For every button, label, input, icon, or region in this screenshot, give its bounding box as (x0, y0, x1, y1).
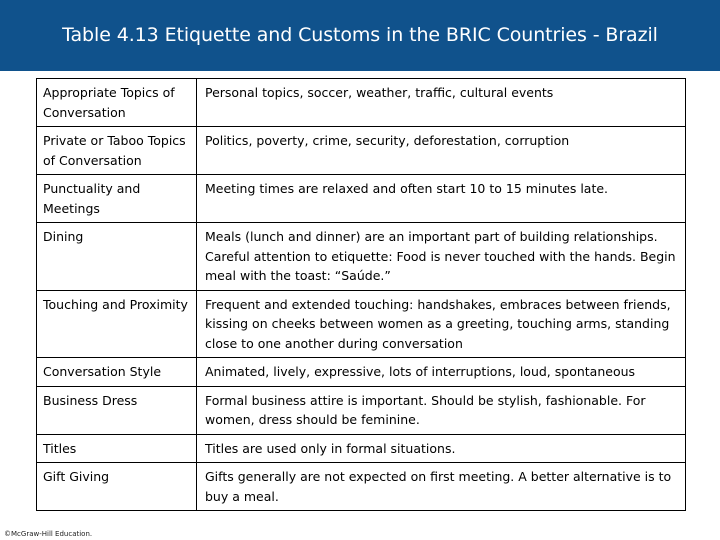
table-row (37, 463, 686, 511)
row-detail: Animated, lively, expressive, lots of interruptions, loud, spontaneous (197, 358, 686, 387)
table-row (37, 386, 686, 434)
page-title: Table 4.13 Etiquette and Customs in the BRIC Countries - Brazil (62, 24, 658, 46)
row-detail: Frequent and extended touching: handshakes, embraces between friends, kissing on cheeks between women as a greeting, touching arms, standing close to one another during conversation (197, 290, 686, 358)
copyright-notice: ©McGraw-Hill Education. (4, 530, 93, 538)
table-row (37, 358, 686, 387)
table-row (37, 175, 686, 223)
row-topic: Gift Giving (37, 463, 197, 511)
row-detail: Politics, poverty, crime, security, deforestation, corruption (197, 127, 686, 175)
row-topic: Punctuality and Meetings (37, 175, 197, 223)
row-detail: Meeting times are relaxed and often start 10 to 15 minutes late. (197, 175, 686, 223)
row-topic: Dining (37, 223, 197, 291)
etiquette-table (36, 78, 686, 511)
row-topic: Titles (37, 434, 197, 463)
table-row (37, 434, 686, 463)
table-row (37, 223, 686, 291)
row-topic: Business Dress (37, 386, 197, 434)
row-detail: Personal topics, soccer, weather, traffic, cultural events (197, 79, 686, 127)
row-topic: Appropriate Topics of Conversation (37, 79, 197, 127)
row-topic: Conversation Style (37, 358, 197, 387)
row-detail: Titles are used only in formal situations. (197, 434, 686, 463)
row-detail: Gifts generally are not expected on first meeting. A better alternative is to buy a meal. (197, 463, 686, 511)
row-topic: Private or Taboo Topics of Conversation (37, 127, 197, 175)
table-row (37, 290, 686, 358)
table-row (37, 127, 686, 175)
row-detail: Formal business attire is important. Should be stylish, fashionable. For women, dress should be feminine. (197, 386, 686, 434)
table-row (37, 79, 686, 127)
title-banner (0, 0, 720, 71)
row-topic: Touching and Proximity (37, 290, 197, 358)
row-detail: Meals (lunch and dinner) are an important part of building relationships. Careful attention to etiquette: Food is never touched with the hands. Begin meal with the toast: “Saúde.” (197, 223, 686, 291)
